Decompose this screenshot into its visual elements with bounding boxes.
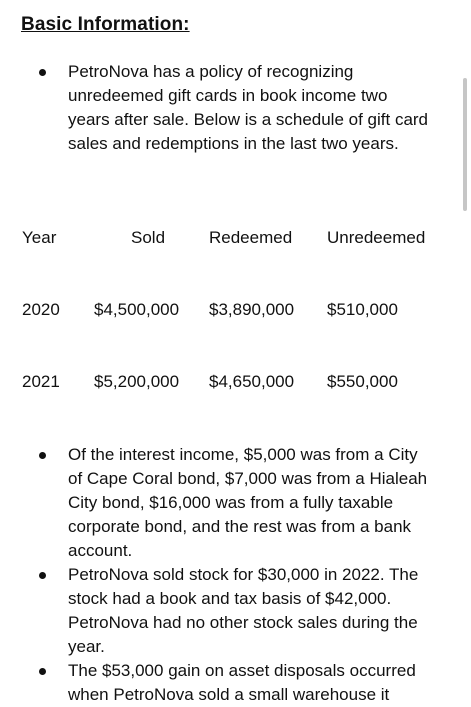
- row-unredeemed: $550,000: [327, 372, 398, 391]
- bullet-item: [0, 443, 430, 563]
- header-year: Year: [22, 228, 57, 247]
- bullet-list-top: [0, 60, 440, 156]
- section-heading: Basic Information:: [21, 14, 190, 35]
- header-unredeemed: Unredeemed: [327, 228, 426, 247]
- bullet-list-bottom: [0, 443, 460, 707]
- row-unredeemed: $510,000: [327, 300, 398, 319]
- header-redeemed: Redeemed: [209, 228, 293, 247]
- bullet-dot-icon: [39, 452, 46, 459]
- row-sold: $5,200,000: [94, 372, 180, 391]
- bullet-dot-icon: [39, 668, 46, 675]
- bullet-text: Of the interest income, $5,000 was from a City of Cape Coral bond, $7,000 was from a Hialeah City bond, $16,000 was from a fully taxable corporate bond, and the rest was from a bank account.: [68, 445, 428, 560]
- bullet-item: [0, 60, 428, 156]
- bullet-item: [0, 563, 440, 659]
- row-sold: $4,500,000: [94, 300, 180, 319]
- row-redeemed: $3,890,000: [209, 300, 295, 319]
- row-year: 2021: [22, 372, 60, 391]
- row-redeemed: $4,650,000: [209, 372, 295, 391]
- bullet-text: PetroNova has a policy of recognizing unredeemed gift cards in book income two years after sale. Below is a schedule of gift card sales and redemptions in the last two years.: [68, 62, 429, 153]
- bullet-dot-icon: [39, 69, 46, 76]
- row-year: 2020: [22, 300, 60, 319]
- bullet-text: The $53,000 gain on asset disposals occurred when PetroNova sold a small warehouse it: [68, 661, 416, 704]
- bullet-text: PetroNova sold stock for $30,000 in 2022. The stock had a book and tax basis of $42,000. PetroNova had no other stock sales during the year.: [68, 565, 419, 656]
- bullet-dot-icon: [39, 572, 46, 579]
- vertical-scrollbar[interactable]: [463, 78, 467, 211]
- header-sold: Sold: [131, 228, 166, 247]
